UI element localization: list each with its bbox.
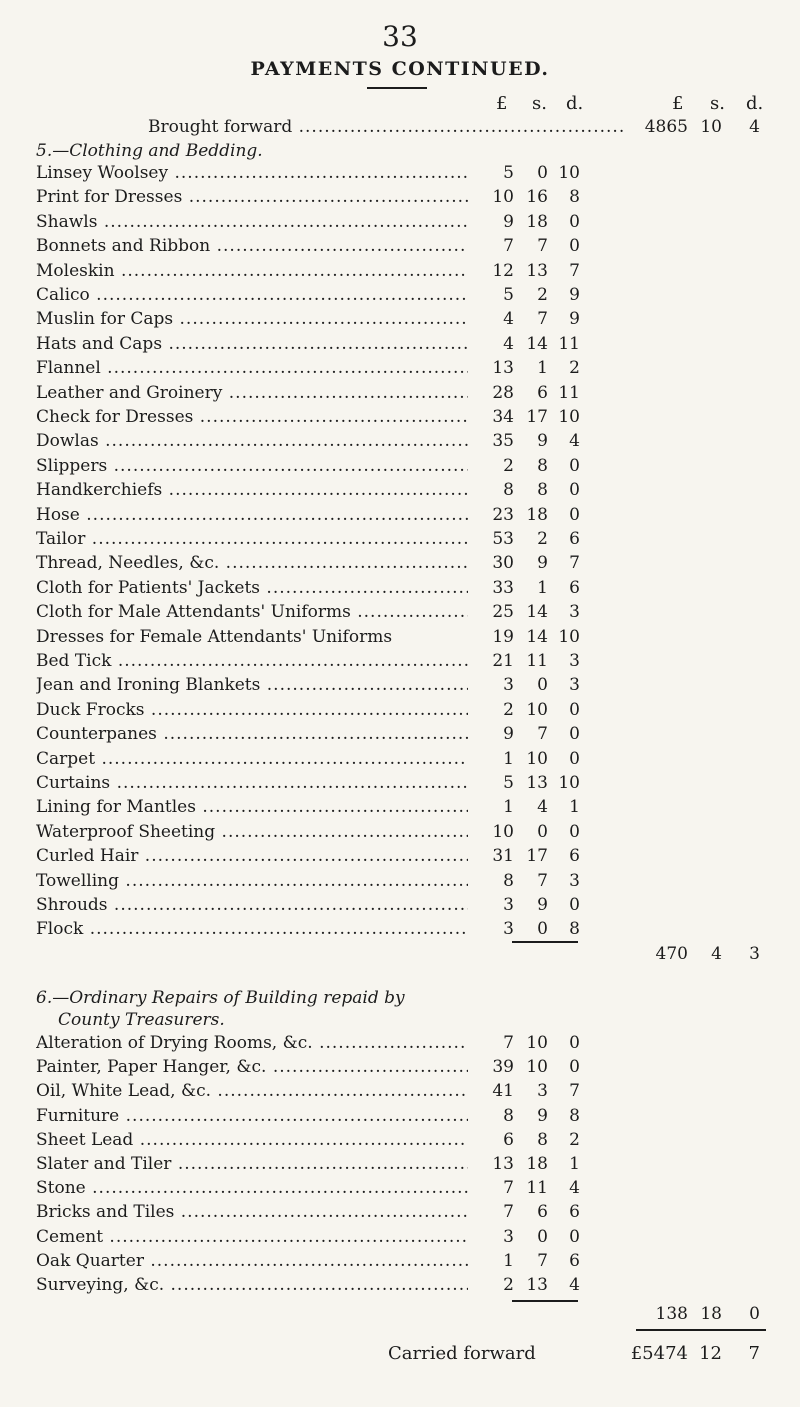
item-pounds: 7	[503, 1033, 514, 1053]
item-pence: 8	[569, 919, 580, 940]
item-pounds: 25	[492, 602, 514, 623]
item-pounds: 13	[492, 1154, 514, 1174]
item-label: Curled Hair .....	[36, 844, 468, 868]
item-pounds: 23	[492, 504, 514, 525]
list-item	[0, 1031, 800, 1055]
item-shillings: 0	[537, 919, 548, 940]
item-label: Curtains .....	[36, 771, 468, 795]
item-pence: 4	[569, 1178, 580, 1199]
item-shillings: 10	[526, 1057, 548, 1078]
item-shillings: 7	[537, 870, 548, 891]
item-label: Hats and Caps .....	[36, 332, 468, 356]
item-pounds: 39	[492, 1057, 514, 1078]
item-pence: 0	[569, 455, 580, 476]
list-item	[0, 1200, 800, 1224]
item-pence: 0	[569, 724, 580, 745]
item-pence: 3	[569, 675, 580, 696]
item-label: Carpet .....	[36, 747, 468, 771]
item-pounds: 9	[503, 724, 514, 745]
item-shillings: 17	[526, 846, 548, 867]
list-item	[0, 771, 800, 795]
item-label: Slater and Tiler .....	[36, 1152, 468, 1176]
item-label: Tailor .....	[36, 527, 468, 551]
list-item	[0, 1128, 800, 1152]
item-pence: 0	[569, 821, 580, 842]
item-pence: 0	[569, 1033, 580, 1053]
list-item	[0, 381, 800, 405]
brought-forward-pounds: 4865	[644, 117, 688, 137]
col-header-total-pence: d.	[746, 93, 764, 114]
item-label: Cement .....	[36, 1225, 468, 1249]
item-shillings: 7	[537, 236, 548, 257]
section5-title: 5.—Clothing and Bedding.	[36, 141, 263, 161]
item-shillings: 17	[526, 407, 548, 427]
item-label: Oil, White Lead, &c. .....	[36, 1079, 468, 1103]
page-number: 33	[382, 20, 418, 53]
item-label: Waterproof Sheeting .....	[36, 820, 468, 844]
section6-total-row	[0, 1302, 800, 1326]
item-label: Cloth for Patients' Jackets .....	[36, 576, 468, 600]
item-label: Bricks and Tiles .....	[36, 1200, 468, 1224]
item-pence: 0	[569, 748, 580, 769]
col-header-shillings: s.	[532, 93, 547, 114]
item-shillings: 14	[526, 333, 548, 354]
item-label: Leather and Groinery .....	[36, 381, 468, 405]
item-pounds: 1	[503, 1250, 514, 1271]
brought-forward-pence: 4	[749, 117, 760, 137]
item-pounds: 4	[503, 333, 514, 354]
item-shillings: 10	[526, 1033, 548, 1053]
item-shillings: 14	[526, 626, 548, 647]
brought-forward-label: Brought forward .....	[36, 115, 626, 139]
item-label: Sheet Lead .....	[36, 1128, 468, 1152]
list-item	[0, 405, 800, 429]
item-shillings: 2	[537, 285, 548, 305]
item-pounds: 21	[492, 651, 514, 671]
item-pence: 10	[558, 163, 580, 183]
item-pounds: 3	[503, 675, 514, 696]
item-label: Linsey Woolsey .....	[36, 161, 468, 185]
list-item	[0, 1176, 800, 1200]
list-item	[0, 1152, 800, 1176]
item-pounds: 35	[492, 431, 514, 452]
section6-total-pounds: 138	[655, 1304, 688, 1324]
col-header-total-pounds: £	[672, 93, 684, 114]
item-pence: 10	[558, 626, 580, 647]
brought-forward-shillings: 10	[700, 117, 722, 137]
list-item	[0, 893, 800, 917]
item-label: Stone .....	[36, 1176, 468, 1200]
item-shillings: 10	[526, 748, 548, 769]
list-item	[0, 1055, 800, 1079]
col-header-pounds: £	[496, 93, 508, 114]
item-pounds: 12	[492, 260, 514, 281]
list-item	[0, 795, 800, 819]
item-pence: 3	[569, 602, 580, 623]
list-item	[0, 503, 800, 527]
item-shillings: 2	[537, 529, 548, 549]
item-label: Dresses for Female Attendants' Uniforms	[36, 626, 393, 647]
item-pence: 0	[569, 699, 580, 720]
item-shillings: 8	[537, 480, 548, 501]
item-pence: 7	[569, 1081, 580, 1102]
item-label: Bonnets and Ribbon .....	[36, 234, 468, 258]
item-label: Print for Dresses .....	[36, 185, 468, 209]
list-item	[0, 527, 800, 551]
item-label: Towelling .....	[36, 869, 468, 893]
section6-title-line2: County Treasurers.	[58, 1010, 225, 1030]
item-label: Moleskin .....	[36, 259, 468, 283]
item-pounds: 8	[503, 870, 514, 891]
item-label: Surveying, &c. .....	[36, 1273, 468, 1297]
item-pounds: 10	[492, 821, 514, 842]
item-pence: 1	[569, 1154, 580, 1174]
list-item	[0, 698, 800, 722]
item-pounds: 3	[503, 895, 514, 915]
carried-forward-shillings: 12	[699, 1343, 722, 1364]
item-shillings: 4	[537, 797, 548, 818]
list-item	[0, 722, 800, 746]
item-pence: 0	[569, 1226, 580, 1247]
section5-total-row	[0, 942, 800, 966]
list-item	[0, 210, 800, 234]
page-heading: PAYMENTS CONTINUED.	[250, 58, 550, 80]
item-pence: 7	[569, 260, 580, 281]
list-item	[0, 673, 800, 697]
item-shillings: 11	[526, 1178, 548, 1199]
item-label: Calico .....	[36, 283, 468, 307]
item-label: Dowlas .....	[36, 429, 468, 453]
list-item	[0, 649, 800, 673]
list-item	[0, 600, 800, 624]
item-pounds: 8	[503, 1105, 514, 1126]
item-label: Check for Dresses .....	[36, 405, 468, 429]
carried-forward-pounds: £5474	[630, 1343, 688, 1364]
item-label: Muslin for Caps .....	[36, 307, 468, 331]
item-label: Flock .....	[36, 917, 468, 941]
item-pounds: 28	[492, 382, 514, 403]
item-shillings: 9	[537, 895, 548, 915]
list-item	[0, 454, 800, 478]
item-shillings: 9	[537, 1105, 548, 1126]
item-label: Cloth for Male Attendants' Uniforms .....	[36, 600, 468, 624]
item-shillings: 14	[526, 602, 548, 623]
item-shillings: 11	[526, 651, 548, 671]
item-pounds: 6	[503, 1129, 514, 1150]
list-item	[0, 161, 800, 185]
item-pounds: 7	[503, 1202, 514, 1223]
brought-forward-row	[0, 115, 800, 139]
item-pounds: 34	[492, 407, 514, 427]
item-pence: 3	[569, 651, 580, 671]
item-pounds: 5	[503, 163, 514, 183]
item-pounds: 7	[503, 1178, 514, 1199]
list-item	[0, 1225, 800, 1249]
item-pounds: 3	[503, 919, 514, 940]
item-shillings: 1	[537, 577, 548, 598]
section5-total-pence: 3	[749, 944, 760, 964]
item-label: Jean and Ironing Blankets .....	[36, 673, 468, 697]
item-pounds: 4	[503, 309, 514, 330]
item-pence: 6	[569, 1250, 580, 1271]
list-item	[0, 551, 800, 575]
item-pence: 11	[558, 333, 580, 354]
item-pence: 8	[569, 187, 580, 208]
item-shillings: 13	[526, 260, 548, 281]
item-pounds: 9	[503, 211, 514, 232]
item-shillings: 18	[526, 1154, 548, 1174]
item-shillings: 7	[537, 309, 548, 330]
item-shillings: 0	[537, 821, 548, 842]
item-shillings: 9	[537, 553, 548, 574]
item-pounds: 1	[503, 797, 514, 818]
item-pence: 3	[569, 870, 580, 891]
item-label: Bed Tick .....	[36, 649, 468, 673]
item-pounds: 7	[503, 236, 514, 257]
item-pounds: 2	[503, 455, 514, 476]
carried-forward-row	[0, 1342, 800, 1366]
item-shillings: 7	[537, 724, 548, 745]
item-pounds: 10	[492, 187, 514, 208]
item-shillings: 1	[537, 358, 548, 379]
item-shillings: 13	[526, 773, 548, 793]
item-pence: 10	[558, 773, 580, 793]
item-label: Counterpanes .....	[36, 722, 468, 746]
list-item	[0, 259, 800, 283]
item-pence: 1	[569, 797, 580, 818]
section5-total-shillings: 4	[711, 944, 722, 964]
section6-total-shillings: 18	[700, 1304, 722, 1324]
section5-total-pounds: 470	[655, 944, 688, 964]
item-pounds: 3	[503, 1226, 514, 1247]
item-shillings: 18	[526, 211, 548, 232]
col-header-pence: d.	[566, 93, 584, 114]
item-pence: 10	[558, 407, 580, 427]
item-pounds: 33	[492, 577, 514, 598]
item-label: Handkerchiefs .....	[36, 478, 468, 502]
item-shillings: 16	[526, 187, 548, 208]
list-item	[0, 1079, 800, 1103]
item-pence: 0	[569, 480, 580, 501]
list-item	[0, 1104, 800, 1128]
list-item	[0, 844, 800, 868]
list-item	[0, 307, 800, 331]
item-pence: 0	[569, 236, 580, 257]
item-pounds: 53	[492, 529, 514, 549]
item-pence: 2	[569, 1129, 580, 1150]
item-shillings: 0	[537, 1226, 548, 1247]
list-item	[0, 747, 800, 771]
item-pounds: 5	[503, 285, 514, 305]
item-shillings: 6	[537, 1202, 548, 1223]
item-pence: 11	[558, 382, 580, 403]
list-item	[0, 820, 800, 844]
item-pence: 2	[569, 358, 580, 379]
item-pounds: 2	[503, 1275, 514, 1295]
item-pence: 4	[569, 1275, 580, 1295]
item-pence: 8	[569, 1105, 580, 1126]
list-item	[0, 917, 800, 941]
carried-forward-pence: 7	[748, 1343, 760, 1364]
item-pounds: 2	[503, 699, 514, 720]
item-pence: 9	[569, 285, 580, 305]
item-label: Furniture .....	[36, 1104, 468, 1128]
col-header-total-shillings: s.	[710, 93, 725, 114]
item-pence: 0	[569, 1057, 580, 1078]
list-item	[0, 869, 800, 893]
item-label: Painter, Paper Hanger, &c. .....	[36, 1055, 468, 1079]
section6-total-pence: 0	[749, 1304, 760, 1324]
list-item	[0, 478, 800, 502]
item-label: Shrouds .....	[36, 893, 468, 917]
item-shillings: 3	[537, 1081, 548, 1102]
item-pence: 4	[569, 431, 580, 452]
item-pounds: 8	[503, 480, 514, 501]
item-label: Shawls .....	[36, 210, 468, 234]
item-shillings: 9	[537, 431, 548, 452]
item-pence: 0	[569, 504, 580, 525]
carried-forward-label: Carried forward	[388, 1343, 536, 1364]
item-shillings: 0	[537, 163, 548, 183]
item-pence: 6	[569, 577, 580, 598]
item-label: Hose .....	[36, 503, 468, 527]
item-shillings: 6	[537, 382, 548, 403]
heading-rule	[367, 87, 427, 89]
item-shillings: 8	[537, 455, 548, 476]
item-shillings: 7	[537, 1250, 548, 1271]
item-pence: 7	[569, 553, 580, 574]
item-pounds: 13	[492, 358, 514, 379]
item-pence: 6	[569, 529, 580, 549]
list-item	[0, 1249, 800, 1273]
item-shillings: 8	[537, 1129, 548, 1150]
item-pounds: 19	[492, 626, 514, 647]
item-shillings: 10	[526, 699, 548, 720]
item-pounds: 5	[503, 773, 514, 793]
list-item	[0, 429, 800, 453]
item-pence: 0	[569, 895, 580, 915]
item-label: Flannel .....	[36, 356, 468, 380]
list-item	[0, 356, 800, 380]
list-item	[0, 576, 800, 600]
item-pence: 6	[569, 1202, 580, 1223]
list-item	[0, 625, 800, 649]
list-item	[0, 283, 800, 307]
list-item	[0, 1273, 800, 1297]
list-item	[0, 185, 800, 209]
item-shillings: 18	[526, 504, 548, 525]
item-label: Thread, Needles, &c. .....	[36, 551, 468, 575]
item-pounds: 1	[503, 748, 514, 769]
item-label: Oak Quarter .....	[36, 1249, 468, 1273]
list-item	[0, 332, 800, 356]
item-label: Alteration of Drying Rooms, &c. .....	[36, 1031, 468, 1055]
item-label: Duck Frocks .....	[36, 698, 468, 722]
item-pence: 9	[569, 309, 580, 330]
carried-forward-rule	[636, 1329, 766, 1331]
item-label: Lining for Mantles .....	[36, 795, 468, 819]
item-pence: 0	[569, 211, 580, 232]
item-label: Slippers .....	[36, 454, 468, 478]
item-pence: 6	[569, 846, 580, 867]
item-pounds: 30	[492, 553, 514, 574]
section6-title: 6.—Ordinary Repairs of Building repaid by	[36, 988, 405, 1008]
item-shillings: 0	[537, 675, 548, 696]
list-item	[0, 234, 800, 258]
item-shillings: 13	[526, 1275, 548, 1295]
item-pounds: 41	[492, 1081, 514, 1102]
item-pounds: 31	[492, 846, 514, 867]
